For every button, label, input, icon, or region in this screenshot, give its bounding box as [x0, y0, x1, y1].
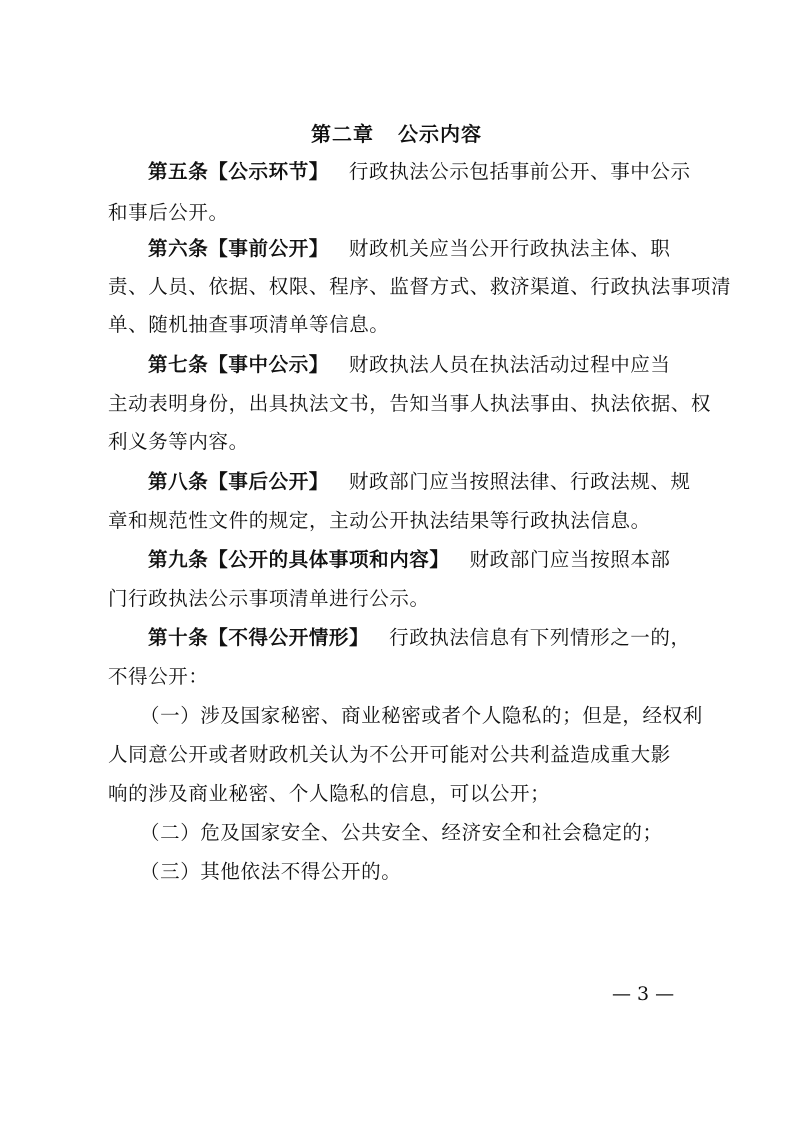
- article-7-line-1: 第七条【事中公示】 财政执法人员在执法活动过程中应当: [148, 353, 671, 376]
- article-6-line-3: 单、随机抽查事项清单等信息。: [108, 313, 390, 336]
- article-5-line-2: 和事后公开。: [108, 201, 229, 224]
- item-2-line-1: （二）危及国家安全、公共安全、经济安全和社会稳定的；: [140, 821, 663, 844]
- article-7-line-2: 主动表明身份，出具执法文书，告知当事人执法事由、执法依据、权: [108, 392, 712, 415]
- article-5-line-1: 第五条【公示环节】 行政执法公示包括事前公开、事中公示: [148, 160, 691, 183]
- article-6-line-2: 责、人员、依据、权限、程序、监督方式、救济渠道、行政执法事项清: [108, 275, 732, 298]
- article-10-heading: 第十条【不得公开情形】: [148, 626, 370, 649]
- item-1-line-3: 响的涉及商业秘密、个人隐私的信息，可以公开；: [108, 782, 551, 805]
- item-1-line-2: 人同意公开或者财政机关认为不公开可能对公共利益造成重大影: [108, 743, 671, 766]
- article-9-line-2: 门行政执法公示事项清单进行公示。: [108, 587, 430, 610]
- chapter-title: 公示内容: [398, 122, 482, 146]
- article-8-line-1: 第八条【事后公开】 财政部门应当按照法律、行政法规、规: [148, 470, 691, 493]
- article-7-heading: 第七条【事中公示】: [148, 353, 329, 376]
- article-9-heading: 第九条【公开的具体事项和内容】: [148, 548, 450, 571]
- chapter-heading: [0, 118, 793, 147]
- page-number: — 3 —: [612, 983, 675, 1005]
- article-7-line-3: 利义务等内容。: [108, 430, 249, 453]
- item-3-line-1: （三）其他依法不得公开的。: [140, 860, 402, 883]
- article-6-heading: 第六条【事前公开】: [148, 237, 329, 260]
- article-10-line-2: 不得公开：: [108, 665, 209, 688]
- chapter-number: 第二章: [311, 122, 374, 146]
- item-1-line-1: （一）涉及国家秘密、商业秘密或者个人隐私的；但是，经权利: [140, 704, 703, 727]
- article-10-line-1: 第十条【不得公开情形】 行政执法信息有下列情形之一的，: [148, 626, 691, 649]
- article-6-line-1: 第六条【事前公开】 财政机关应当公开行政执法主体、职: [148, 237, 671, 260]
- article-5-heading: 第五条【公示环节】: [148, 160, 329, 183]
- article-8-heading: 第八条【事后公开】: [148, 470, 329, 493]
- article-9-line-1: 第九条【公开的具体事项和内容】 财政部门应当按照本部: [148, 548, 671, 571]
- article-8-line-2: 章和规范性文件的规定，主动公开执法结果等行政执法信息。: [108, 509, 651, 532]
